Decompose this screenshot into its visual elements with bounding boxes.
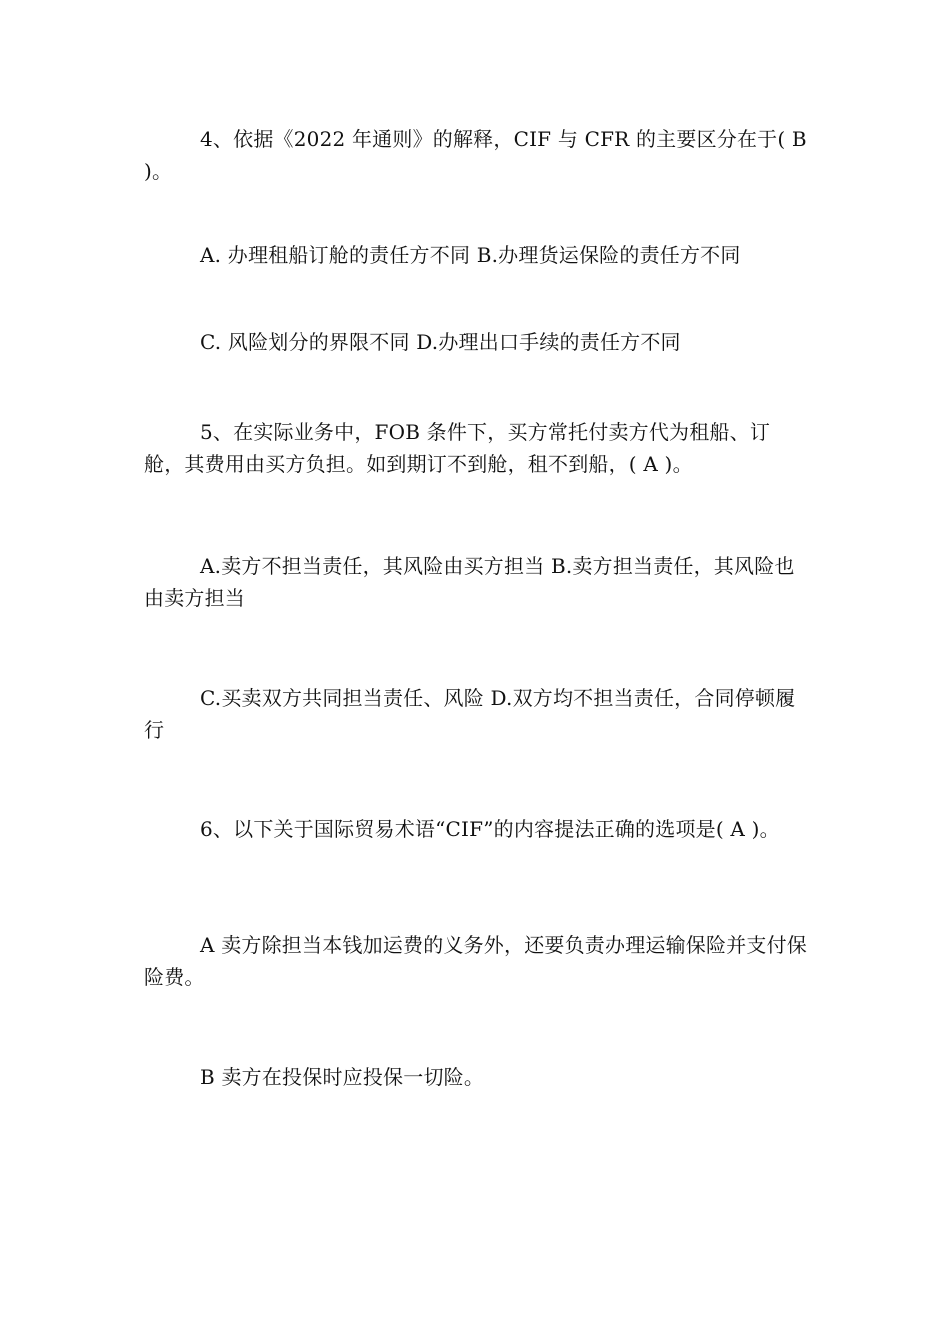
question-6-option-a: A 卖方除担当本钱加运费的义务外，还要负责办理运输保险并支付保险费。 (144, 933, 808, 989)
question-6-option-b: B 卖方在投保时应投保一切险。 (200, 1065, 485, 1089)
question-4: 4、依据《2022 年通则》的解释，CIF 与 CFR 的主要区分在于( B )。 (144, 127, 807, 183)
question-5-options-c-d: C.买卖双方共同担当责任、风险 D.双方均不担当责任，合同停顿履行 (144, 686, 796, 742)
question-6: 6、以下关于国际贸易术语“CIF”的内容提法正确的选项是( A )。 (200, 817, 780, 841)
question-5: 5、在实际业务中，FOB 条件下，买方常托付卖方代为租船、订舱，其费用由买方负担。如到期订不到舱，租不到船，( A )。 (144, 420, 771, 476)
question-5-options-a-b: A.卖方不担当责任，其风险由买方担当 B.卖方担当责任，其风险也由卖方担当 (144, 554, 795, 610)
question-4-options-c-d: C. 风险划分的界限不同 D.办理出口手续的责任方不同 (200, 330, 681, 354)
question-4-options-a-b: A. 办理租船订舱的责任方不同 B.办理货运保险的责任方不同 (200, 243, 741, 267)
